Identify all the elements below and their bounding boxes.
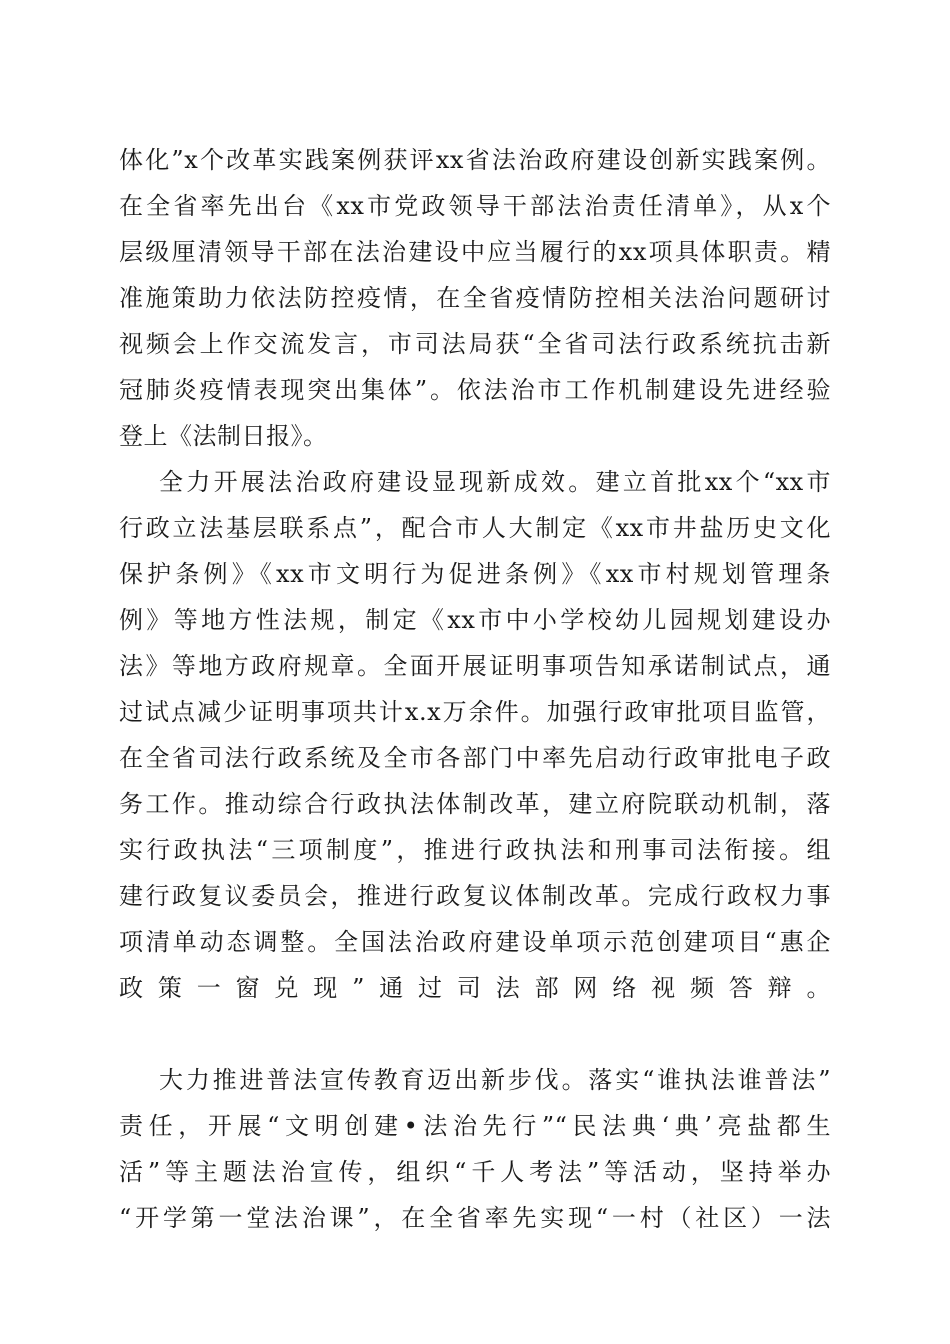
paragraph-2 bbox=[119, 459, 831, 1057]
paragraph-line: 政策一窗兑现”通过司法部网络视频答辩。 bbox=[119, 974, 831, 1002]
paragraph-line: 保护条例》《xx市文明行为促进条例》《xx市村规划管理条 bbox=[119, 560, 831, 588]
paragraph-line: 冠肺炎疫情表现突出集体”。依法治市工作机制建设先进经验 bbox=[119, 376, 831, 404]
paragraph-line: 责任，开展“文明创建•法治先行”“民法典‘典’亮盐都生 bbox=[119, 1112, 831, 1140]
paragraph-line: 活”等主题法治宣传，组织“千人考法”等活动，坚持举办 bbox=[119, 1158, 831, 1186]
paragraph-line: 大力推进普法宣传教育迈出新步伐。落实“谁执法谁普法” bbox=[159, 1066, 831, 1094]
paragraph-line: 建行政复议委员会，推进行政复议体制改革。完成行政权力事 bbox=[119, 882, 831, 910]
paragraph-line: 层级厘清领导干部在法治建设中应当履行的xx项具体职责。精 bbox=[119, 238, 831, 266]
paragraph-3 bbox=[119, 1057, 831, 1241]
paragraph-line: 法》等地方政府规章。全面开展证明事项告知承诺制试点，通 bbox=[119, 652, 831, 680]
paragraph-line: 体化”x个改革实践案例获评xx省法治政府建设创新实践案例。 bbox=[119, 146, 831, 174]
paragraph-line: 登上《法制日报》。 bbox=[119, 422, 328, 450]
paragraph-1 bbox=[119, 137, 831, 459]
paragraph-line: 项清单动态调整。全国法治政府建设单项示范创建项目“惠企 bbox=[119, 928, 831, 956]
paragraph-line: 准施策助力依法防控疫情，在全省疫情防控相关法治问题研讨 bbox=[119, 284, 831, 312]
body-text bbox=[119, 137, 831, 1241]
paragraph-line: 视频会上作交流发言，市司法局获“全省司法行政系统抗击新 bbox=[119, 330, 831, 358]
paragraph-line: 例》等地方性法规，制定《xx市中小学校幼儿园规划建设办 bbox=[119, 606, 831, 634]
paragraph-line: 全力开展法治政府建设显现新成效。建立首批xx个“xx市 bbox=[159, 468, 831, 496]
paragraph-line: 实行政执法“三项制度”，推进行政执法和刑事司法衔接。组 bbox=[119, 836, 831, 864]
paragraph-line: 在全省率先出台《xx市党政领导干部法治责任清单》，从x个 bbox=[119, 192, 831, 220]
paragraph-line: “开学第一堂法治课”，在全省率先实现“一村（社区）一法 bbox=[119, 1204, 831, 1232]
paragraph-line: 行政立法基层联系点”，配合市人大制定《xx市井盐历史文化 bbox=[119, 514, 831, 542]
paragraph-line: 在全省司法行政系统及全市各部门中率先启动行政审批电子政 bbox=[119, 744, 831, 772]
paragraph-line bbox=[119, 1011, 831, 1057]
paragraph-line: 过试点减少证明事项共计x.x万余件。加强行政审批项目监管， bbox=[119, 698, 831, 726]
paragraph-line: 务工作。推动综合行政执法体制改革，建立府院联动机制，落 bbox=[119, 790, 831, 818]
